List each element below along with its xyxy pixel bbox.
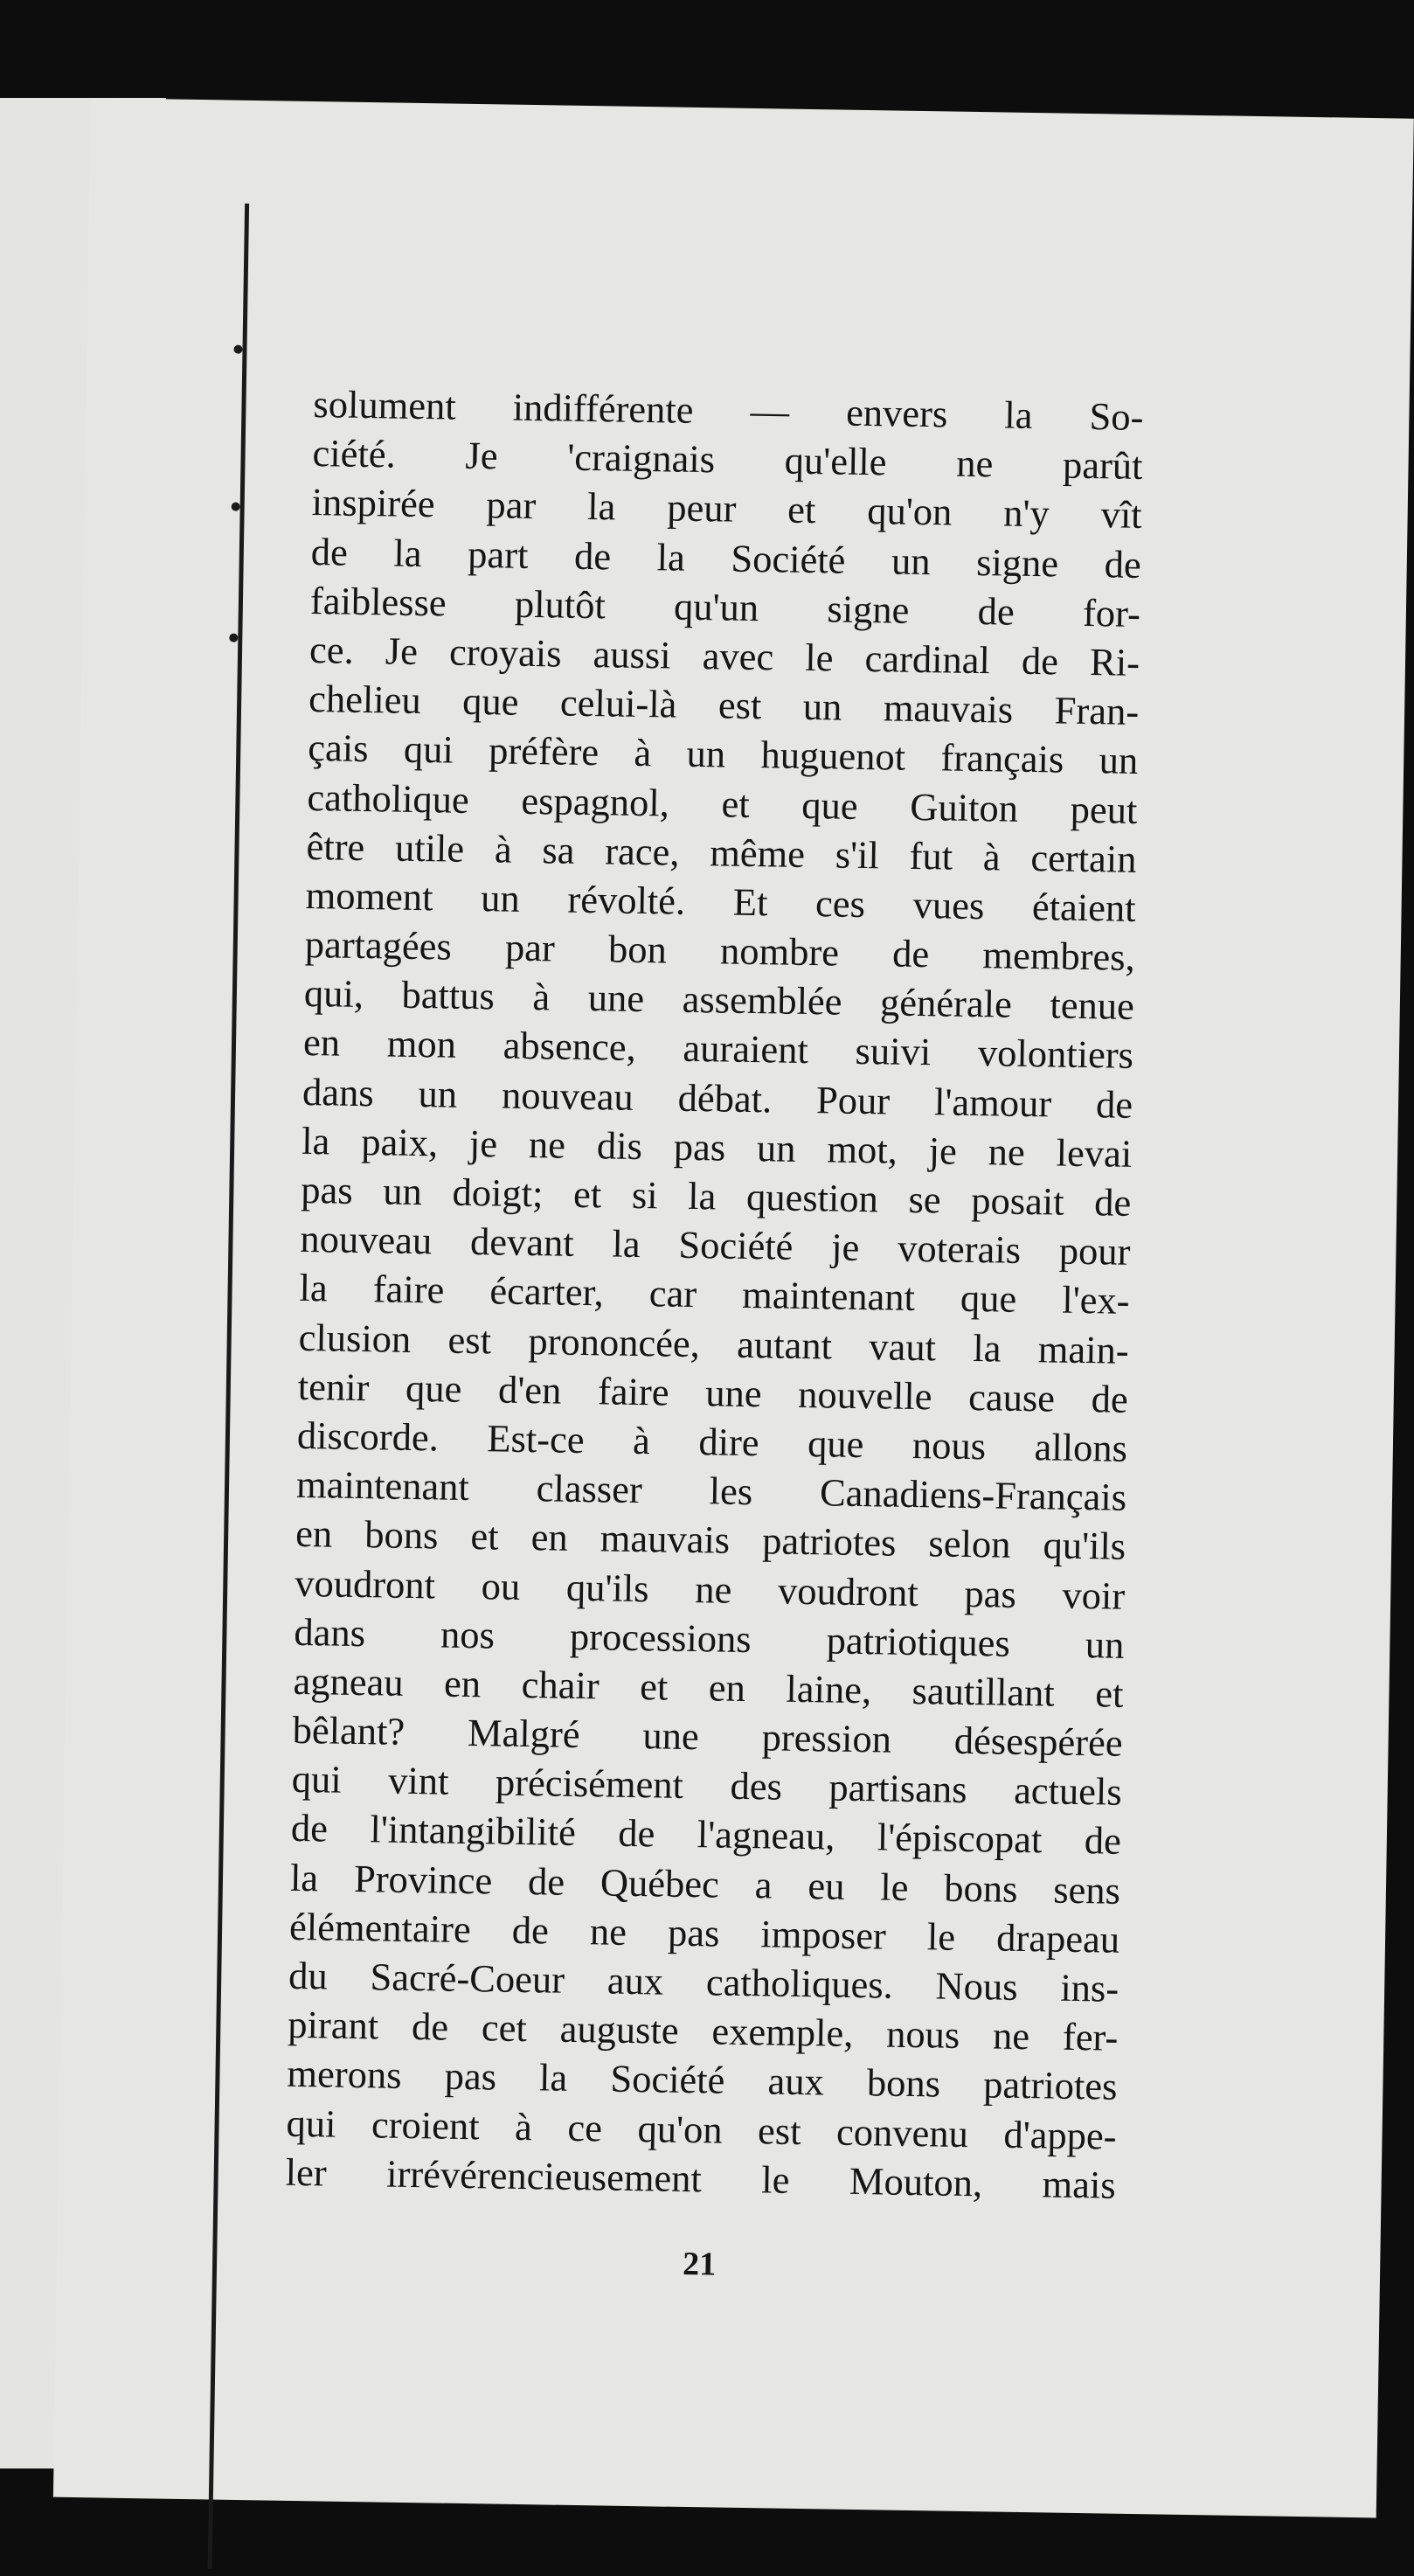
text-line: maintenant classer les Canadiens-Français — [295, 1462, 1127, 1519]
text-line: catholique espagnol, et que Guiton peut — [307, 774, 1138, 832]
text-line: voudront ou qu'ils ne voudront pas voir — [294, 1560, 1126, 1618]
text-line: du Sacré-Coeur aux catholiques. Nous ins- — [288, 1953, 1119, 2010]
text-line: qui, battus à une assemblée générale tenue — [303, 971, 1135, 1029]
binding-gutter-line — [208, 204, 250, 2569]
text-line: dans nos processions patriotiques un — [294, 1609, 1125, 1667]
text-line: être utile à sa race, même s'il fut à certain — [306, 823, 1137, 881]
text-line: merons pas la Société aux bons patriotes — [287, 2052, 1118, 2109]
text-line: la Province de Québec a eu le bons sens — [289, 1855, 1121, 1913]
text-line: ciété. Je 'craignais qu'elle ne parût — [312, 431, 1143, 489]
body-text — [285, 379, 1144, 2210]
text-line: çais qui préfère à un huguenot français un — [307, 726, 1139, 783]
text-line: de l'intangibilité de l'agneau, l'épiscopat de — [290, 1806, 1122, 1864]
text-line: dans un nouveau débat. Pour l'amour de — [302, 1069, 1133, 1127]
text-line: la paix, je ne dis pas un mot, je ne levai — [301, 1118, 1133, 1176]
text-line: agneau en chair et en laine, sautillant et — [293, 1658, 1124, 1716]
text-line: faiblesse plutôt qu'un signe de for- — [309, 578, 1141, 635]
text-line: tenir que d'en faire une nouvelle cause de — [297, 1364, 1129, 1421]
text-line: qui vint précisément des partisans actuels — [291, 1757, 1123, 1815]
binding-mark — [232, 503, 240, 511]
text-line: élémentaire de ne pas imposer le drapeau — [288, 1904, 1120, 1962]
text-line: en bons et en mauvais patriotes selon qu'ils — [295, 1511, 1126, 1569]
book-page — [53, 98, 1414, 2517]
page-number: 21 — [682, 2245, 717, 2283]
text-line: ler irrévérencieusement le Mouton, mais — [285, 2149, 1117, 2207]
text-line: clusion est prononcée, autant vaut la main- — [298, 1315, 1130, 1372]
text-line: bêlant? Malgré une pression désespérée — [292, 1707, 1123, 1765]
text-line: ce. Je croyais aussi avec le cardinal de Ri- — [308, 627, 1140, 684]
text-line: en mon absence, auraient suivi volontiers — [302, 1020, 1134, 1078]
binding-mark — [229, 634, 238, 642]
text-line: inspirée par la peur et qu'on n'y vît — [311, 480, 1143, 538]
text-line: nouveau devant la Société je voterais pour — [300, 1217, 1131, 1274]
text-line: partagées par bon nombre de membres, — [304, 922, 1136, 979]
text-line: moment un révolté. Et ces vues étaient — [305, 872, 1136, 930]
text-line: de la part de la Société un signe de — [310, 529, 1142, 587]
text-line: chelieu que celui-là est un mauvais Fran- — [308, 677, 1140, 734]
text-line: qui croient à ce qu'on est convenu d'appe- — [286, 2100, 1117, 2158]
text-line: pas un doigt; et si la question se posait de — [301, 1167, 1132, 1225]
binding-mark — [233, 345, 242, 354]
text-line: la faire écarter, car maintenant que l'ex- — [299, 1266, 1130, 1323]
text-line: pirant de cet auguste exemple, nous ne fer- — [288, 2003, 1119, 2059]
text-line: discorde. Est-ce à dire que nous allons — [296, 1413, 1128, 1470]
text-line: solument indifférente — envers la So- — [313, 382, 1144, 439]
